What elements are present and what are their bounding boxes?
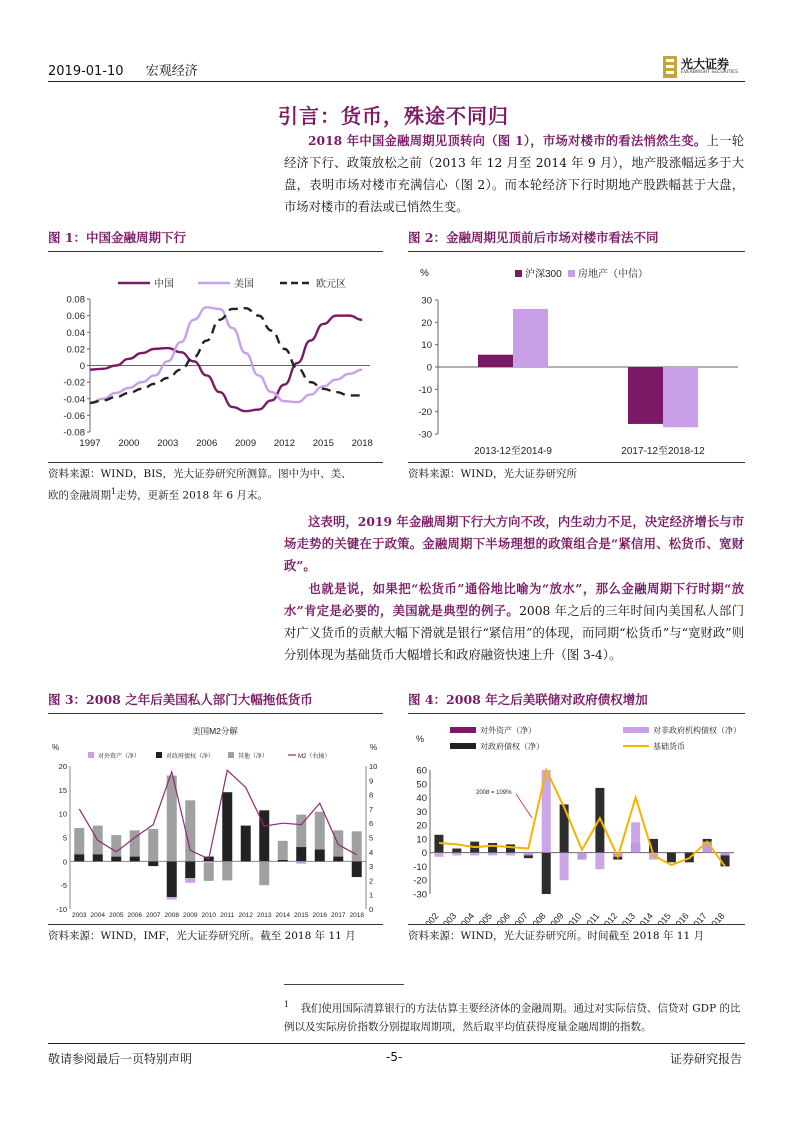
fig3-bar (148, 861, 158, 866)
fig4-annotation-pointer (516, 794, 532, 818)
fig2-bar (663, 367, 698, 427)
fig2-y-tick-label: 30 (421, 295, 432, 307)
fig4-y-tick-label: 0 (421, 848, 427, 860)
fig2-chart (408, 252, 745, 462)
fig3-x-tick-label: 2007 (146, 912, 161, 919)
fig3-y2-tick-label: 1 (369, 890, 374, 900)
easing-paragraph (284, 578, 744, 666)
fig3-x-tick-label: 2013 (257, 912, 272, 919)
fig4-bar (542, 853, 551, 894)
fig4-chart (408, 714, 745, 924)
fig1-x-tick-label: 2003 (157, 438, 179, 449)
fig3-x-tick-label: 2006 (127, 912, 142, 919)
fig2-y-unit: % (420, 268, 429, 279)
fig3-bar (148, 829, 158, 861)
fig1-source-line1: 资料来源：WIND，BIS，光大证券研究所测算。图中为中、美、 (48, 468, 352, 480)
fig3-y-tick-label: -10 (56, 905, 67, 914)
fig3-y-tick-label: 10 (58, 809, 67, 819)
fig3-y2-tick-label: 4 (369, 847, 374, 857)
fig1-x-tick-label: 2015 (312, 438, 334, 449)
fig3-y2-tick-label: 8 (369, 790, 374, 800)
fig3-bar (222, 861, 232, 880)
fig2-bar (478, 355, 513, 367)
fig3-legend-label: M2（右轴） (298, 754, 331, 760)
fig1-chart-frame (48, 251, 383, 463)
fig4-bar (452, 853, 461, 856)
fig1-y-tick-label: 0 (79, 361, 85, 372)
footnote-mark: 1 (284, 1000, 290, 1009)
fig4-y-tick-label: 60 (416, 765, 427, 777)
fig3-chart (48, 714, 383, 924)
fig3-bar (167, 861, 177, 897)
fig3-bar (278, 860, 288, 861)
fig4-y-tick-label: 20 (416, 820, 427, 832)
fig3-bar (130, 830, 140, 856)
fig3-x-tick-label: 2003 (72, 912, 87, 919)
fig4-y-tick-label: 40 (416, 793, 427, 805)
fig3-bar (111, 857, 121, 862)
fig1-x-tick-label: 2012 (273, 438, 296, 449)
fig3-y2-tick-label: 2 (369, 876, 374, 886)
fig4-x-tick-label: 2007 (509, 910, 530, 924)
fig4-base-money-line (439, 770, 725, 866)
fig4-bar (560, 853, 569, 881)
brand-logo (661, 54, 746, 80)
fig3-x-tick-label: 2014 (275, 912, 290, 919)
fig4-legend-label: 对外资产（净） (480, 726, 536, 735)
fig3-y-tick-label: 15 (58, 785, 67, 795)
fig3-y-unit: % (52, 743, 60, 752)
fig4-x-tick-label: 2014 (634, 910, 656, 924)
fig3-x-tick-label: 2009 (183, 912, 198, 919)
fig4-chart-frame (408, 713, 745, 925)
fig4-x-tick-label: 2002 (419, 910, 441, 924)
fig3-legend-swatch (228, 752, 234, 758)
fig3-y2-tick-label: 7 (369, 804, 374, 814)
fig1-source (48, 466, 388, 505)
footer-rule (48, 1043, 745, 1044)
fig1-legend-label: 中国 (154, 279, 174, 290)
fig1-legend-label: 美国 (234, 279, 254, 290)
fig1-y-tick-label: -0.04 (63, 394, 85, 406)
fig4-y-unit: % (416, 734, 425, 744)
fig3-bar (167, 897, 177, 899)
fig2-bar (513, 309, 548, 367)
fig1-y-tick-label: -0.06 (63, 410, 85, 422)
fig4-bar (488, 853, 497, 856)
fig1-chart (48, 252, 383, 462)
fig3-legend-label: 其他（净） (238, 754, 269, 760)
fig4-y-tick-label: -30 (413, 889, 427, 901)
fig3-x-tick-label: 2011 (220, 912, 235, 919)
fig4-x-tick-label: 2011 (581, 910, 602, 924)
fig3-y2-tick-label: 5 (369, 833, 374, 843)
fig3-bar (130, 857, 140, 862)
fig3-y2-tick-label: 9 (369, 776, 374, 786)
footnote-rule (284, 984, 404, 985)
fig1-y-tick-label: 0.08 (66, 294, 85, 306)
fig3-x-tick-label: 2010 (201, 912, 216, 919)
fig3-bar (296, 815, 306, 847)
fig4-x-tick-label: 2018 (706, 910, 727, 924)
fig3-y2-tick-label: 6 (369, 819, 374, 829)
fig4-x-tick-label: 2004 (455, 910, 477, 924)
footnote-text: 我们使用国际清算银行的方法估算主要经济体的金融周期。通过对实际信贷、信贷对 GDP 的比例以及实际房价指数分别提取周期项，然后取平均值获得度量金融周期的指数。 (284, 1002, 741, 1033)
fig2-y-tick-label: 0 (426, 362, 432, 374)
fig3-source: 资料来源：WIND，IMF，光大证券研究所。截至 2018 年 11 月 (48, 930, 356, 942)
fig1-source-line2b: 走势，更新至 2018 年 6 月末。 (116, 489, 268, 502)
fig4-x-tick-label: 2010 (562, 910, 584, 924)
fig4-x-tick-label: 2012 (598, 910, 620, 924)
fig1-y-tick-label: 0.04 (66, 327, 85, 339)
fig3-bar (259, 861, 269, 885)
intro-highlight: 2018 年中国金融周期见顶转向（图 1），市场对楼市的看法悄然生变。 (308, 133, 707, 148)
fig3-x-tick-label: 2005 (109, 912, 124, 919)
fig3-bar (296, 861, 306, 863)
fig3-y2-tick-label: 10 (369, 762, 378, 771)
fig3-bar (185, 878, 195, 883)
fig4-bar (595, 853, 604, 870)
fig3-bar (204, 861, 214, 862)
fig4-legend-swatch (450, 743, 476, 749)
fig2-y-tick-label: 10 (421, 340, 432, 352)
fig4-x-tick-label: 2006 (491, 910, 513, 924)
fig3-x-tick-label: 2008 (164, 912, 179, 919)
fig3-bar (333, 857, 343, 862)
fig4-x-tick-label: 2003 (437, 910, 459, 924)
fig3-legend-label: 对外资产（净） (98, 754, 141, 760)
fig3-bar (315, 849, 325, 861)
fig2-legend-label: 房地产（中信） (578, 269, 648, 280)
fig4-bar (578, 853, 587, 860)
fig1-y-tick-label: 0.02 (66, 344, 85, 356)
fig2-legend-swatch (568, 270, 575, 277)
fig4-bar (470, 853, 479, 856)
fig3-x-tick-label: 2018 (349, 912, 364, 919)
fig4-x-tick-label: 2009 (545, 910, 566, 924)
fig1-series-line (90, 307, 362, 403)
fig3-y2-tick-label: 3 (369, 862, 374, 872)
fig4-bar (506, 853, 515, 856)
fig2-bar (628, 367, 663, 424)
fig3-x-tick-label: 2004 (90, 912, 105, 919)
footnote (284, 996, 744, 1036)
fig3-title: 图 3：2008 之年后美国私人部门大幅拖低货币 (48, 692, 313, 707)
fig3-legend-swatch (156, 752, 162, 758)
section-title: 引言：货币，殊途不同归 (278, 104, 509, 128)
fig4-x-tick-label: 2013 (616, 910, 638, 924)
fig3-chart-title: 美国M2分解 (192, 726, 238, 736)
fig4-legend-label: 对非政府机构债权（净） (653, 726, 741, 735)
fig3-y2-tick-label: 0 (369, 905, 374, 914)
fig4-x-tick-label: 2015 (652, 910, 673, 924)
fig1-x-tick-label: 2000 (118, 438, 140, 449)
fig3-bar (74, 854, 84, 861)
policy-highlight: 这表明，2019 年金融周期下行大方向不改，内生动力不足，决定经济增长与市场走势的关键在于政策。金融周期下半场理想的政策组合是“紧信用、松货币、宽财政”。 (284, 514, 744, 573)
fig2-x-tick-label: 2013-12至2014-9 (474, 446, 552, 457)
intro-paragraph (284, 130, 744, 218)
fig4-x-tick-label: 2008 (527, 910, 548, 924)
fig3-y-tick-label: 20 (58, 762, 67, 771)
fig1-x-tick-label: 1997 (79, 438, 101, 449)
fig3-bar (204, 863, 214, 881)
fig3-bar (296, 847, 306, 861)
fig3-bar (352, 861, 362, 877)
fig4-bar (631, 822, 640, 852)
fig1-y-tick-label: -0.08 (63, 427, 85, 439)
fig4-bar (506, 844, 515, 852)
fig4-bar (488, 843, 497, 853)
header-rule (48, 81, 745, 82)
fig2-y-tick-label: 20 (421, 317, 432, 329)
fig1-y-tick-label: -0.02 (63, 377, 85, 389)
fig3-y2-unit: % (370, 743, 378, 752)
fig3-bar (278, 841, 288, 860)
fig4-bar (524, 853, 533, 856)
intro-body: 上一轮经济下行、政策放松之前（2013 年 12 月至 2014 年 9 月），地产股涨幅远多于大盘，表明市场对楼市充满信心（图 2）。而本轮经济下行时期地产股跌幅甚于大盘，市场对楼市的看法或已悄然生变。 (284, 134, 744, 214)
fig4-bar (560, 804, 569, 852)
report-header (48, 60, 216, 79)
easing-body: 2008 年之后的三年时间内美国私人部门对广义货币的贡献大幅下滑就是银行“紧信用”的体现，而同期“松货币”与“宽财政”则分别体现为基础货币大幅增长和政府融资快速上升（图 3-4）。 (284, 604, 744, 662)
fig3-x-tick-label: 2015 (294, 912, 309, 919)
fig3-legend-label: 对政府债权（净） (166, 754, 215, 760)
fig1-footnote-ref[interactable]: 1 (111, 487, 117, 496)
fig2-legend-swatch (515, 270, 522, 277)
fig4-legend-swatch (623, 727, 649, 733)
fig4-y-tick-label: 30 (416, 806, 427, 818)
fig4-bar (452, 849, 461, 853)
fig2-source: 资料来源：WIND，光大证券研究所 (408, 468, 578, 480)
fig3-legend-swatch (88, 752, 94, 758)
fig2-y-tick-label: -30 (418, 429, 432, 441)
fig2-x-tick-label: 2017-12至2018-12 (621, 446, 705, 457)
fig4-legend-label: 对政府债权（净） (480, 742, 544, 751)
fig4-y-tick-label: 10 (416, 834, 427, 846)
fig4-y-tick-label: -10 (413, 861, 427, 873)
fig2-legend-label: 沪深300 (525, 269, 562, 280)
report-category: 宏观经济 (145, 64, 198, 79)
fig4-x-tick-label: 2017 (688, 910, 709, 924)
fig3-bar (74, 828, 84, 854)
fig3-y-tick-label: 5 (62, 833, 67, 843)
fig1-x-tick-label: 2009 (234, 438, 257, 449)
fig1-series-line (90, 316, 362, 412)
easing-highlight: 也就是说，如果把“松货币”通俗地比喻为“放水”，那么金融周期下行时期“放水”肯定是必要的，美国就是典型的例子。 (284, 581, 744, 618)
report-date: 2019-01-10 (48, 64, 124, 79)
fig2-y-tick-label: -20 (418, 407, 432, 419)
fig4-annotation: 2008 = 109% (476, 790, 512, 796)
fig4-legend-swatch (450, 727, 476, 733)
fig3-chart-frame (48, 713, 383, 925)
fig3-y-tick-label: -5 (60, 881, 67, 891)
fig3-x-tick-label: 2012 (238, 912, 253, 919)
fig3-bar (185, 861, 195, 878)
fig1-title: 图 1：中国金融周期下行 (48, 230, 187, 245)
fig1-x-tick-label: 2018 (351, 438, 373, 449)
fig1-legend-label: 欧元区 (316, 279, 346, 290)
fig4-legend-label: 基础货币 (653, 742, 685, 751)
fig3-y-tick-label: 0 (62, 857, 67, 867)
fig3-bar (315, 812, 325, 850)
fig3-bar (111, 835, 121, 856)
fig4-x-tick-label: 2005 (473, 910, 495, 924)
fig4-y-tick-label: 50 (416, 779, 427, 791)
fig3-x-tick-label: 2017 (331, 912, 346, 919)
fig1-source-line2: 欧的金融周期 (48, 489, 111, 502)
fig3-bar (222, 792, 232, 861)
fig3-bar (241, 826, 251, 862)
fig2-title: 图 2：金融周期见顶前后市场对楼市看法不同 (408, 230, 659, 245)
fig2-chart-frame (408, 251, 745, 463)
footer-disclaimer[interactable]: 敬请参阅最后一页特别声明 (48, 1052, 193, 1066)
logo-subtext: EVERBRIGHT SECURITIES (681, 70, 738, 75)
fig4-bar (721, 853, 730, 856)
footer-doc-type: 证券研究报告 (670, 1052, 743, 1066)
fig2-y-tick-label: -10 (418, 384, 432, 396)
fig1-y-tick-label: 0.06 (66, 311, 85, 323)
fig4-y-tick-label: -20 (413, 875, 427, 887)
fig3-x-tick-label: 2016 (312, 912, 327, 919)
fig3-bar (352, 831, 362, 861)
fig4-x-tick-label: 2016 (670, 910, 691, 924)
fig1-x-tick-label: 2006 (196, 438, 218, 449)
policy-paragraph (284, 511, 744, 577)
fig3-bar (93, 854, 103, 861)
fig4-source: 资料来源：WIND，光大证券研究所。时间截至 2018 年 11 月 (408, 930, 704, 942)
fig4-bar (667, 853, 676, 863)
logo-text: 光大证券 (681, 57, 730, 71)
fig4-title: 图 4：2008 年之后美联储对政府债权增加 (408, 692, 648, 707)
fig4-bar (434, 853, 443, 857)
page-number: -5- (386, 1050, 403, 1064)
